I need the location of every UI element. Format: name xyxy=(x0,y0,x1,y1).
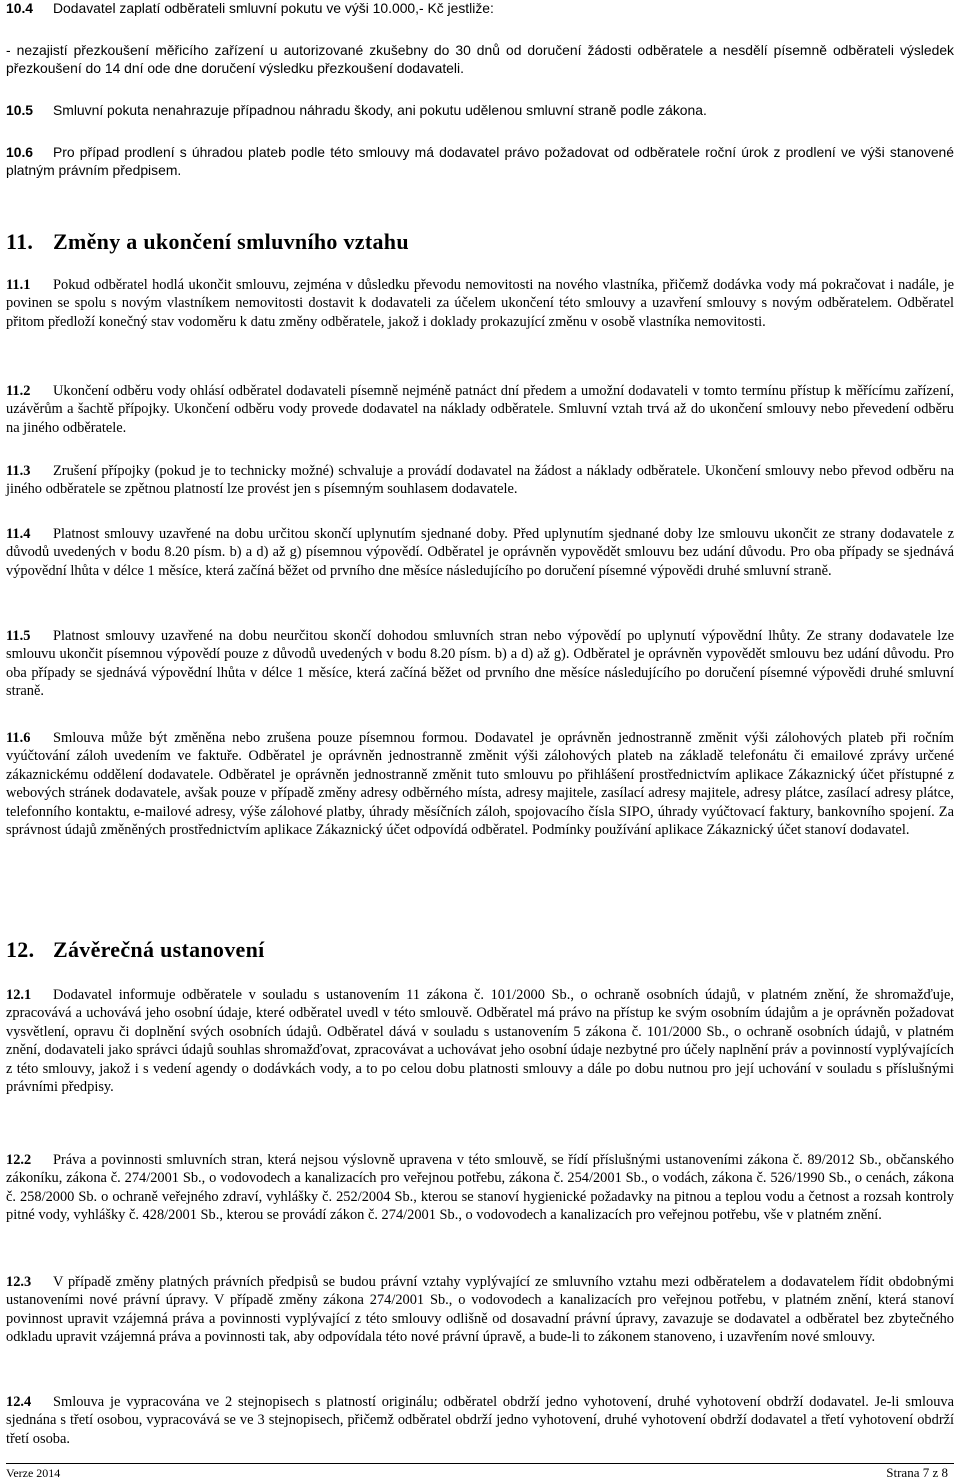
clause-number: 12.3 xyxy=(6,1274,32,1290)
clause-text: Pokud odběratel hodlá ukončit smlouvu, zejména v důsledku převodu nemovitosti na nového vlastníka, přičemž dodávka vody má pokračovat i nadále, je povinen se spolu s novým vlastníkem nemovitosti dostavit k dodavateli za účelem ukončení této smlouvy a uzavření smlouvy s novým odběratelem. Odběratel přitom předloží konečný stav vodoměru k datu změny odběratele, jakož i doklady prokazující změnu v osobě vlastníka nemovitosti. xyxy=(6,277,954,330)
clause-text: Platnost smlouvy uzavřené na dobu určitou skončí uplynutím sjednané doby. Před uplynutím sjednané doby lze smlouvu ukončit ze strany dodavatele z důvodů uvedených v bodu 8.20 písm. b) a d) až g) písemnou výpovědí. Odběratel je oprávněn vypovědět smlouvu bez udání důvodu. Pro oba případy se sjednává výpovědní lhůta v délce 1 měsíce, která začíná běžet od prvního dne měsíce následujícího po doručení písemné výpovědi druhé smluvní straně. xyxy=(6,526,954,579)
clause-number: 10.5 xyxy=(6,102,34,118)
clause-number: 11.2 xyxy=(6,383,31,399)
section-number: 12. xyxy=(6,937,35,962)
clause-number: 10.6 xyxy=(6,144,34,160)
clause-12-1 xyxy=(6,986,954,1096)
clause-text: V případě změny platných právních předpisů se budou právní vztahy vyplývající ze smluvního vztahu mezi odběratelem a dodavatelem řídit obdobnými ustanoveními nové právní úpravy. V případě změny zákona 274/2001 Sb., o vodovodech a kanalizacích pro veřejnou potřebu, v platném znění, která stanoví povinnost upravit vzájemná práva a povinnosti vyplývající z této smlouvy odlišně od dosavadní právní úpravy, zavazuje se dodavatel a odběratel bez zbytečného odkladu upravit vzájemná práva a povinnosti tak, aby odpovídala této nové právní úpravě, a bude-li to zákonem stanoveno, i uzavřením nové smlouvy. xyxy=(6,1274,954,1346)
clause-text: Smlouva je vypracována ve 2 stejnopisech s platností originálu; odběratel obdrží jedno vyhotovení, druhé vyhotovení obdrží dodavatel. Je-li smlouva sjednána s třetí osobou, vypracovává se ve 3 stejnopisech, přičemž odběratel obdrží jedno vyhotovení, druhé vyhotovení obdrží dodavatel a třetí vyhotovení obdrží třetí osoba. xyxy=(6,1394,954,1447)
clause-11-4 xyxy=(6,525,954,580)
clause-text: Pro případ prodlení s úhradou plateb podle této smlouvy má dodavatel právo požadovat od odběratele roční úrok z prodlení ve výši stanovené platným právním předpisem. xyxy=(6,144,954,178)
clause-11-6 xyxy=(6,729,954,839)
clause-text: Práva a povinnosti smluvních stran, která nejsou výslovně upravena v této smlouvě, se řídí příslušnými ustanoveními zákona č. 89/2012 Sb., občanského zákoníku, zákona č. 274/2001 Sb., o vodovodech a kanalizacích pro veřejnou potřebu, zákona č. 254/2001 Sb., o vodách, zákona č. 526/1990 Sb., o cenách, zákona č. 258/2000 Sb. o ochraně veřejného zdraví, vyhlášky č. 252/2004 Sb., kterou se stanoví hygienické požadavky na pitnou a teplou vodu a četnost a rozsah kontroly pitné vody, vyhlášky č. 428/2001 Sb., kterou se provádí zákon č. 274/2001 Sb., o vodovodech a kanalizacích pro veřejnou potřebu, vše v platném znění. xyxy=(6,1152,954,1224)
clause-number: 10.4 xyxy=(6,0,34,16)
footer-version: Verze 2014 xyxy=(6,1466,61,1480)
footer-divider xyxy=(6,1463,954,1464)
clause-11-2 xyxy=(6,382,954,437)
clause-11-5 xyxy=(6,627,954,701)
clause-12-3 xyxy=(6,1273,954,1347)
clause-number: 11.4 xyxy=(6,526,31,542)
clause-10-4-bullet xyxy=(6,42,954,78)
clause-text: Ukončení odběru vody ohlásí odběratel dodavateli písemně nejméně patnáct dní předem a umožní dodavateli v tomto termínu přístup k měřícímu zařízení, uzávěrům a šachtě přípojky. Ukončení odběru vody provede dodavatel na náklady odběratele. Smluvní vztah trvá až do ukončení smlouvy nebo převedení odběru na jiného odběratele. xyxy=(6,383,954,436)
clause-12-2 xyxy=(6,1151,954,1225)
clause-number: 12.2 xyxy=(6,1152,32,1168)
section-title: Změny a ukončení smluvního vztahu xyxy=(53,229,409,254)
clause-10-5 xyxy=(6,102,954,120)
section-title: Závěrečná ustanovení xyxy=(53,937,265,962)
clause-text: Zrušení přípojky (pokud je to technicky možné) schvaluje a provádí dodavatel na žádost a náklady odběratele. Ukončení smlouvy nebo převod odběru na jiného odběratele se zpětnou platností lze provést jen s písemným souhlasem dodavatele. xyxy=(6,463,954,498)
clause-10-4 xyxy=(6,0,954,18)
clause-11-1 xyxy=(6,276,954,331)
clause-text: - nezajistí přezkoušení měřicího zařízení u autorizované zkušebny do 30 dnů od doručení žádosti odběratele a nesdělí písemně odběrateli výsledek přezkoušení do 14 dní ode dne doručení výsledku přezkoušení dodavateli. xyxy=(6,42,954,76)
clause-number: 12.1 xyxy=(6,987,32,1003)
section-11-heading xyxy=(6,229,409,255)
clause-number: 11.6 xyxy=(6,730,31,746)
clause-11-3 xyxy=(6,462,954,499)
clause-10-6 xyxy=(6,144,954,180)
clause-number: 11.3 xyxy=(6,463,31,479)
clause-number: 12.4 xyxy=(6,1394,32,1410)
footer-page-number: Strana 7 z 8 xyxy=(886,1465,948,1480)
section-number: 11. xyxy=(6,229,34,254)
clause-text: Dodavatel zaplatí odběrateli smluvní pokutu ve výši 10.000,- Kč jestliže: xyxy=(53,0,494,16)
section-12-heading xyxy=(6,937,265,963)
clause-text: Smluvní pokuta nenahrazuje případnou náhradu škody, ani pokutu udělenou smluvní straně podle zákona. xyxy=(53,102,707,118)
clause-text: Platnost smlouvy uzavřené na dobu neurčitou skončí dohodou smluvních stran nebo výpovědí po uplynutí výpovědní lhůty. Ze strany dodavatele lze smlouvu ukončit písemnou výpovědí pouze z důvodů uvedených v bodu 8.20 písm. b) a d) až g). Odběratel je oprávněn vypovědět smlouvu bez udání důvodu. Pro oba případy se sjednává výpovědní lhůta v délce 1 měsíce, která začíná běžet od prvního dne měsíce následujícího po doručení písemné výpovědi druhé smluvní straně. xyxy=(6,628,954,700)
clause-text: Dodavatel informuje odběratele v souladu s ustanovením 11 zákona č. 101/2000 Sb., o ochraně osobních údajů, v platném znění, že shromažďuje, zpracovává a uchovává jeho osobní údaje, které odběratel uvedl v této smlouvě. Odběratel má právo na přístup ke svým osobním údajům a je oprávněn požadovat vysvětlení, opravu či doplnění svých osobních údajů. Odběratel dává v souladu s ustanovením 5 zákona č. 101/2000 Sb., o ochraně osobních údajů, v platném znění, dodavateli jako správci údajů souhlas shromažďovat, zpracovávat a uchovávat jeho osobní údaje nezbytné pro účely naplnění práv a povinností vyplývajících z této smlouvy, jakož i s vedení agendy o dodávkách vody, a to po celou dobu platnosti smlouvy a dále po dobu nutnou pro její uchování v souladu s příslušnými právními předpisy. xyxy=(6,987,954,1096)
clause-number: 11.5 xyxy=(6,628,31,644)
clause-text: Smlouva může být změněna nebo zrušena pouze písemnou formou. Dodavatel je oprávněn jednostranně změnit výši zálohových plateb při ročním vyúčtování záloh uvedením ve faktuře. Odběratel je oprávněn jednostranně změnit výši zálohových plateb na základě telefonátu či emailové zprávy určené zákaznickému oddělení dodavatele. Odběratel je oprávněn jednostranně změnit tuto smlouvu po přihlášení prostřednictvím aplikace Zákaznický účet přístupné z webových stránek dodavatele, avšak pouze v případě změny adresy odběrného místa, adresy majitele, zasílací adresy majitele, adresy plátce, zasílací adresy plátce, telefonního kontaktu, e-mailové adresy, výše zálohové platby, úhrady měsíčních záloh, spojovacího čísla SIPO, úhrady vyúčtovací faktury, bankovního spojení. Za správnost údajů změněných prostřednictvím aplikace Zákaznický účet odpovídá odběratel. Podmínky používání aplikace Zákaznický účet stanoví dodavatel. xyxy=(6,730,954,839)
clause-12-4 xyxy=(6,1393,954,1448)
clause-number: 11.1 xyxy=(6,277,31,293)
